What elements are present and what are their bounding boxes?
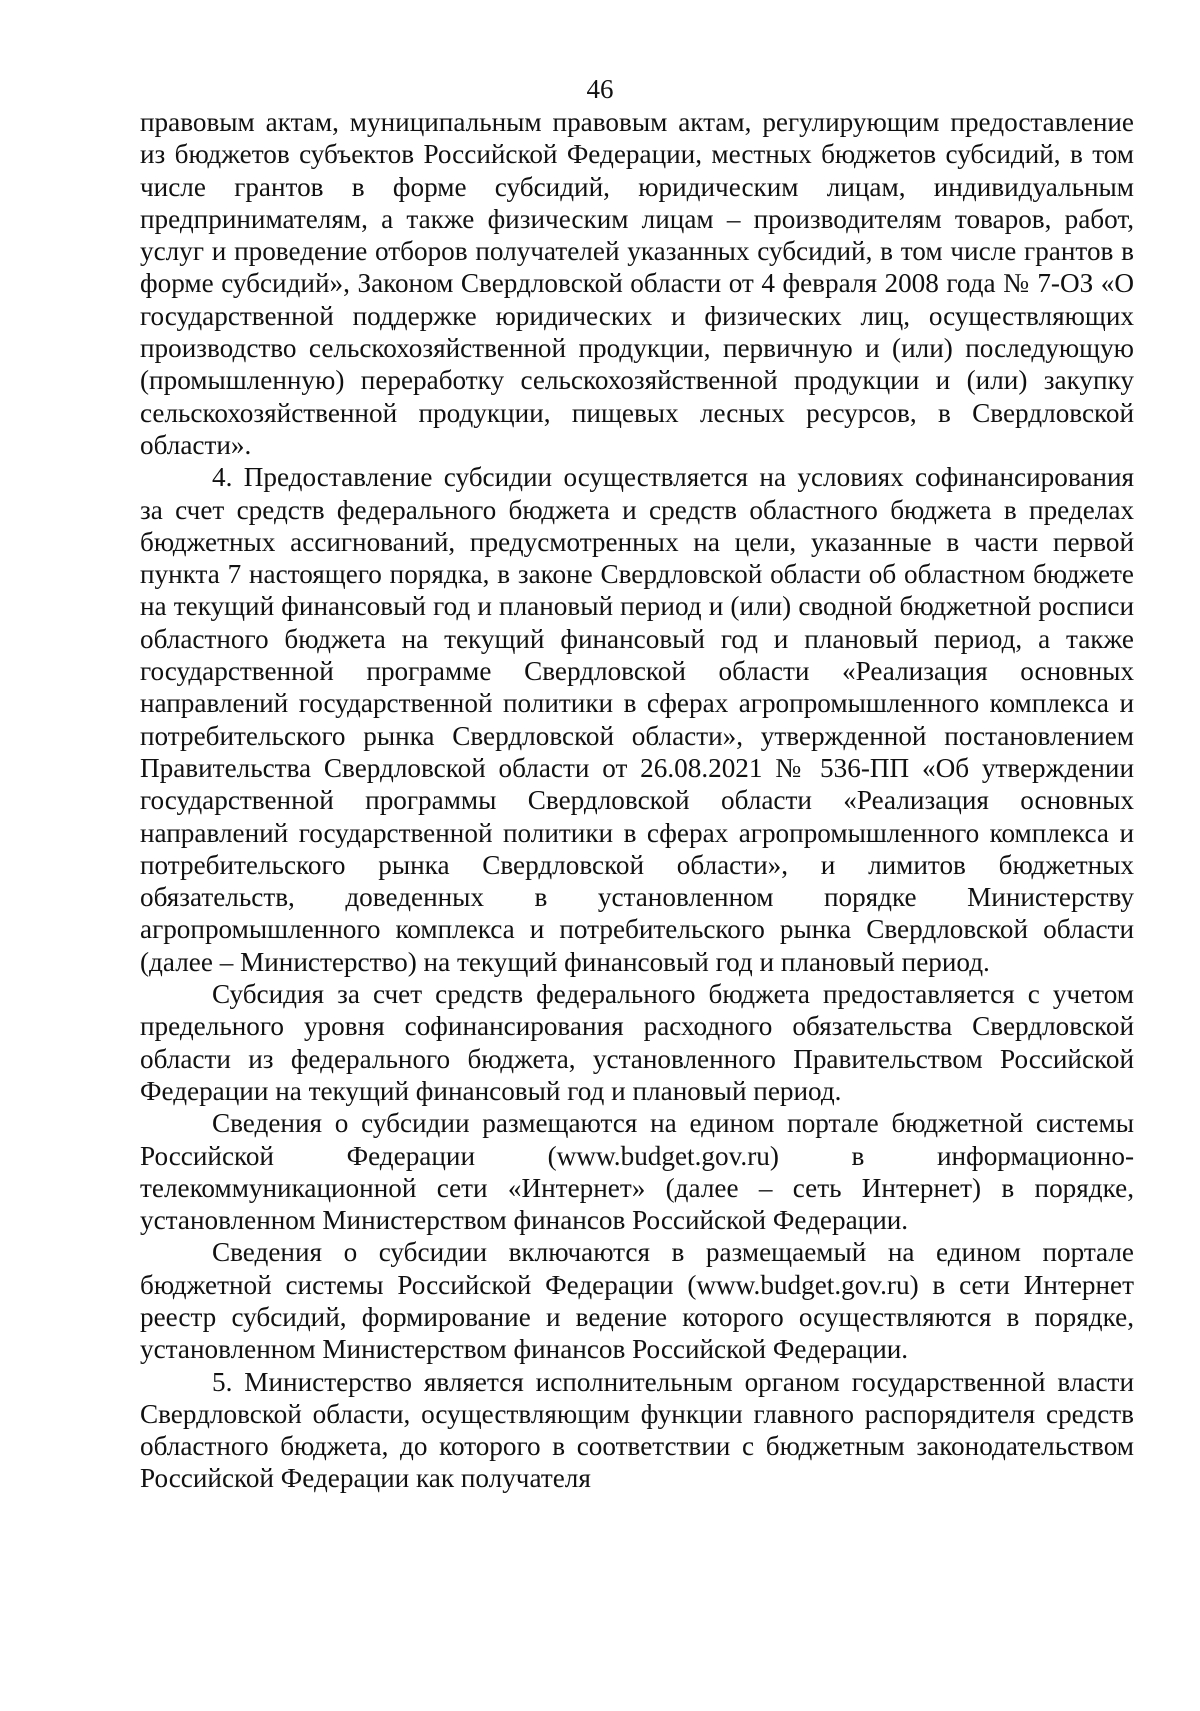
paragraph-registry: Сведения о субсидии включаются в размещаемый на едином портале бюджетной системы Российской Федерации (www.budget.gov.ru) в сети Интернет реестр субсидий, формирование и ведение которого осуществляются в порядке, установленном Министерством финансов Российской Федерации.: [140, 1237, 1134, 1365]
paragraph-item-5: 5. Министерство является исполнительным органом государственной власти Свердловской области, осуществляющим функции главного распорядителя средств областного бюджета, до которого в соответствии с бюджетным законодательством Российской Федерации как получателя: [140, 1366, 1134, 1494]
paragraph-item-4: 4. Предоставление субсидии осуществляется на условиях софинансирования за счет средств федерального бюджета и средств областного бюджета в пределах бюджетных ассигнований, предусмотренных на цели, указанные в части первой пункта 7 настоящего порядка, в законе Свердловской области об областном бюджете на текущий финансовый год и плановый период и (или) сводной бюджетной росписи областного бюджета на текущий финансовый год и плановый период, а также государственной программе Свердловской области «Реализация основных направлений государственной политики в сферах агропромышленного комплекса и потребительского рынка Свердловской области», утвержденной постановлением Правительства Свердловской области от 26.08.2021 № 536-ПП «Об утверждении государственной программы Свердловской области «Реализация основных направлений государственной политики в сферах агропромышленного комплекса и потребительского рынка Свердловской области», и лимитов бюджетных обязательств, доведенных в установленном порядке Министерству агропромышленного комплекса и потребительского рынка Свердловской области (далее – Министерство) на текущий финансовый год и плановый период.: [140, 462, 1134, 977]
paragraph-portal-placement: Сведения о субсидии размещаются на едином портале бюджетной системы Российской Федерации (www.budget.gov.ru) в информационно-телекоммуникационной сети «Интернет» (далее – сеть Интернет) в порядке, установленном Министерством финансов Российской Федерации.: [140, 1108, 1134, 1236]
page-number: 46: [586, 74, 614, 104]
paragraph-federal-subsidy: Субсидия за счет средств федерального бюджета предоставляется с учетом предельного уровня софинансирования расходного обязательства Свердловской области из федерального бюджета, установленного Правительством Российской Федерации на текущий финансовый год и плановый период.: [140, 979, 1134, 1106]
paragraph-continuation: правовым актам, муниципальным правовым актам, регулирующим предоставление из бюджетов субъектов Российской Федерации, местных бюджетов субсидий, в том числе грантов в форме субсидий, юридическим лицам, индивидуальным предпринимателям, а также физическим лицам – производителям товаров, работ, услуг и проведение отборов получателей указанных субсидий, в том числе грантов в форме субсидий», Законом Свердловской области от 4 февраля 2008 года № 7-ОЗ «О государственной поддержке юридических и физических лиц, осуществляющих производство сельскохозяйственной продукции, первичную и (или) последующую (промышленную) переработку сельскохозяйственной продукции и (или) закупку сельскохозяйственной продукции, пищевых лесных ресурсов, в Свердловской области».: [140, 107, 1134, 460]
document-body: [140, 106, 1134, 1495]
